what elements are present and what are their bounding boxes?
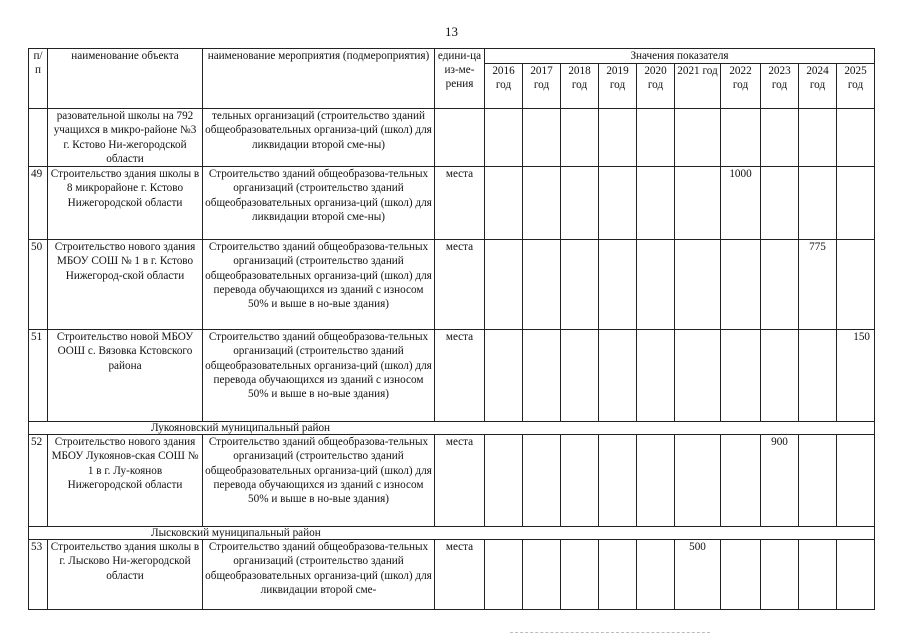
measure-name: Строительство зданий общеобразова-тельных организаций (строительство зданий общеобразовательных организа-ций (школ) для перевода обучающихся из зданий с износом 50% и выше в но-вые здания) bbox=[203, 330, 435, 422]
value-cell bbox=[637, 240, 675, 330]
value-cell bbox=[721, 109, 761, 167]
measure-name: Строительство зданий общеобразова-тельных организаций (строительство зданий общеобразовательных организа-ций (школ) для ликвидации второй сме- bbox=[203, 540, 435, 610]
row-number bbox=[29, 109, 48, 167]
unit-cell: места bbox=[435, 167, 485, 240]
header-year-4: 2020 год bbox=[637, 64, 675, 109]
row-number: 49 bbox=[29, 167, 48, 240]
unit-cell: места bbox=[435, 540, 485, 610]
unit-cell: места bbox=[435, 330, 485, 422]
header-year-5: 2021 год bbox=[675, 64, 721, 109]
value-cell bbox=[637, 540, 675, 610]
table-row bbox=[29, 167, 875, 240]
value-cell: 500 bbox=[675, 540, 721, 610]
header-year-1: 2017 год bbox=[523, 64, 561, 109]
object-name: Строительство нового здания МБОУ СОШ № 1 в г. Кстово Нижегород-ской области bbox=[48, 240, 203, 330]
table-row bbox=[29, 240, 875, 330]
value-cell bbox=[561, 240, 599, 330]
value-cell bbox=[721, 540, 761, 610]
measure-name: тельных организаций (строительство зданий общеобразовательных организа-ций (школ) для ликвидации второй сме-ны) bbox=[203, 109, 435, 167]
row-number: 51 bbox=[29, 330, 48, 422]
value-cell bbox=[599, 240, 637, 330]
value-cell bbox=[837, 540, 875, 610]
value-cell bbox=[523, 540, 561, 610]
unit-cell: места bbox=[435, 435, 485, 527]
value-cell bbox=[637, 167, 675, 240]
value-cell bbox=[599, 540, 637, 610]
section-title: Лукояновский муниципальный район bbox=[29, 422, 875, 435]
row-number: 50 bbox=[29, 240, 48, 330]
value-cell: 150 bbox=[837, 330, 875, 422]
value-cell bbox=[561, 167, 599, 240]
value-cell bbox=[637, 435, 675, 527]
header-num: п/п bbox=[29, 49, 48, 109]
measure-name: Строительство зданий общеобразова-тельных организаций (строительство зданий общеобразовательных организа-ций (школ) для ликвидации второй сме-ны) bbox=[203, 167, 435, 240]
value-cell bbox=[599, 109, 637, 167]
measure-name: Строительство зданий общеобразова-тельных организаций (строительство зданий общеобразовательных организа-ций (школ) для перевода обучающихся из зданий с износом 50% и выше в но-вые здания) bbox=[203, 240, 435, 330]
value-cell bbox=[837, 240, 875, 330]
value-cell bbox=[761, 109, 799, 167]
value-cell bbox=[799, 109, 837, 167]
header-values: Значения показателя bbox=[485, 49, 875, 64]
value-cell bbox=[675, 330, 721, 422]
table-row bbox=[29, 109, 875, 167]
header-year-2: 2018 год bbox=[561, 64, 599, 109]
value-cell bbox=[799, 435, 837, 527]
value-cell bbox=[523, 435, 561, 527]
page-number: 13 bbox=[445, 24, 458, 39]
value-cell bbox=[675, 109, 721, 167]
object-name: Строительство новой МБОУ ООШ с. Вязовка Кстовского района bbox=[48, 330, 203, 422]
value-cell bbox=[799, 540, 837, 610]
value-cell bbox=[637, 109, 675, 167]
value-cell bbox=[523, 167, 561, 240]
value-cell bbox=[485, 167, 523, 240]
value-cell bbox=[721, 240, 761, 330]
value-cell bbox=[561, 540, 599, 610]
object-name: Строительство здания школы в г. Лысково Ни-жегородской области bbox=[48, 540, 203, 610]
value-cell bbox=[721, 330, 761, 422]
header-object: наименование объекта bbox=[48, 49, 203, 109]
scan-artifact bbox=[510, 632, 710, 634]
value-cell bbox=[599, 167, 637, 240]
value-cell bbox=[523, 109, 561, 167]
header-year-8: 2024 год bbox=[799, 64, 837, 109]
section-title: Лысковский муниципальный район bbox=[29, 527, 875, 540]
object-name: Строительство нового здания МБОУ Лукоянов-ская СОШ № 1 в г. Лу-коянов Нижегородской области bbox=[48, 435, 203, 527]
value-cell bbox=[561, 109, 599, 167]
value-cell bbox=[837, 167, 875, 240]
value-cell bbox=[561, 330, 599, 422]
value-cell bbox=[485, 240, 523, 330]
table-row bbox=[29, 540, 875, 610]
section-row bbox=[29, 527, 875, 540]
value-cell bbox=[561, 435, 599, 527]
value-cell bbox=[675, 435, 721, 527]
unit-cell: места bbox=[435, 240, 485, 330]
header-year-0: 2016 год bbox=[485, 64, 523, 109]
header-measure: наименование мероприятия (подмероприятия) bbox=[203, 49, 435, 109]
object-name: разовательной школы на 792 учащихся в микро-районе №3 г. Кстово Ни-жегородской области bbox=[48, 109, 203, 167]
value-cell: 1000 bbox=[721, 167, 761, 240]
header-year-9: 2025 год bbox=[837, 64, 875, 109]
value-cell bbox=[761, 330, 799, 422]
unit-cell bbox=[435, 109, 485, 167]
value-cell bbox=[761, 167, 799, 240]
header-year-3: 2019 год bbox=[599, 64, 637, 109]
header-unit: едини-ца из-ме-рения bbox=[435, 49, 485, 109]
value-cell bbox=[799, 167, 837, 240]
value-cell bbox=[761, 540, 799, 610]
value-cell bbox=[799, 330, 837, 422]
value-cell bbox=[523, 330, 561, 422]
row-number: 52 bbox=[29, 435, 48, 527]
value-cell bbox=[721, 435, 761, 527]
value-cell: 775 bbox=[799, 240, 837, 330]
row-number: 53 bbox=[29, 540, 48, 610]
value-cell bbox=[675, 167, 721, 240]
value-cell bbox=[523, 240, 561, 330]
table-row bbox=[29, 435, 875, 527]
section-row bbox=[29, 422, 875, 435]
value-cell bbox=[599, 435, 637, 527]
value-cell bbox=[637, 330, 675, 422]
value-cell bbox=[599, 330, 637, 422]
value-cell bbox=[485, 109, 523, 167]
header-year-6: 2022 год bbox=[721, 64, 761, 109]
value-cell bbox=[485, 540, 523, 610]
value-cell bbox=[837, 435, 875, 527]
object-name: Строительство здания школы в 8 микрорайоне г. Кстово Нижегородской области bbox=[48, 167, 203, 240]
value-cell bbox=[485, 435, 523, 527]
value-cell: 900 bbox=[761, 435, 799, 527]
measure-name: Строительство зданий общеобразова-тельных организаций (строительство зданий общеобразовательных организа-ций (школ) для перевода обучающихся из зданий с износом 50% и выше в но-вые здания) bbox=[203, 435, 435, 527]
value-cell bbox=[675, 240, 721, 330]
value-cell bbox=[761, 240, 799, 330]
value-cell bbox=[485, 330, 523, 422]
value-cell bbox=[837, 109, 875, 167]
indicator-table bbox=[28, 48, 875, 610]
header-year-7: 2023 год bbox=[761, 64, 799, 109]
table-row bbox=[29, 330, 875, 422]
